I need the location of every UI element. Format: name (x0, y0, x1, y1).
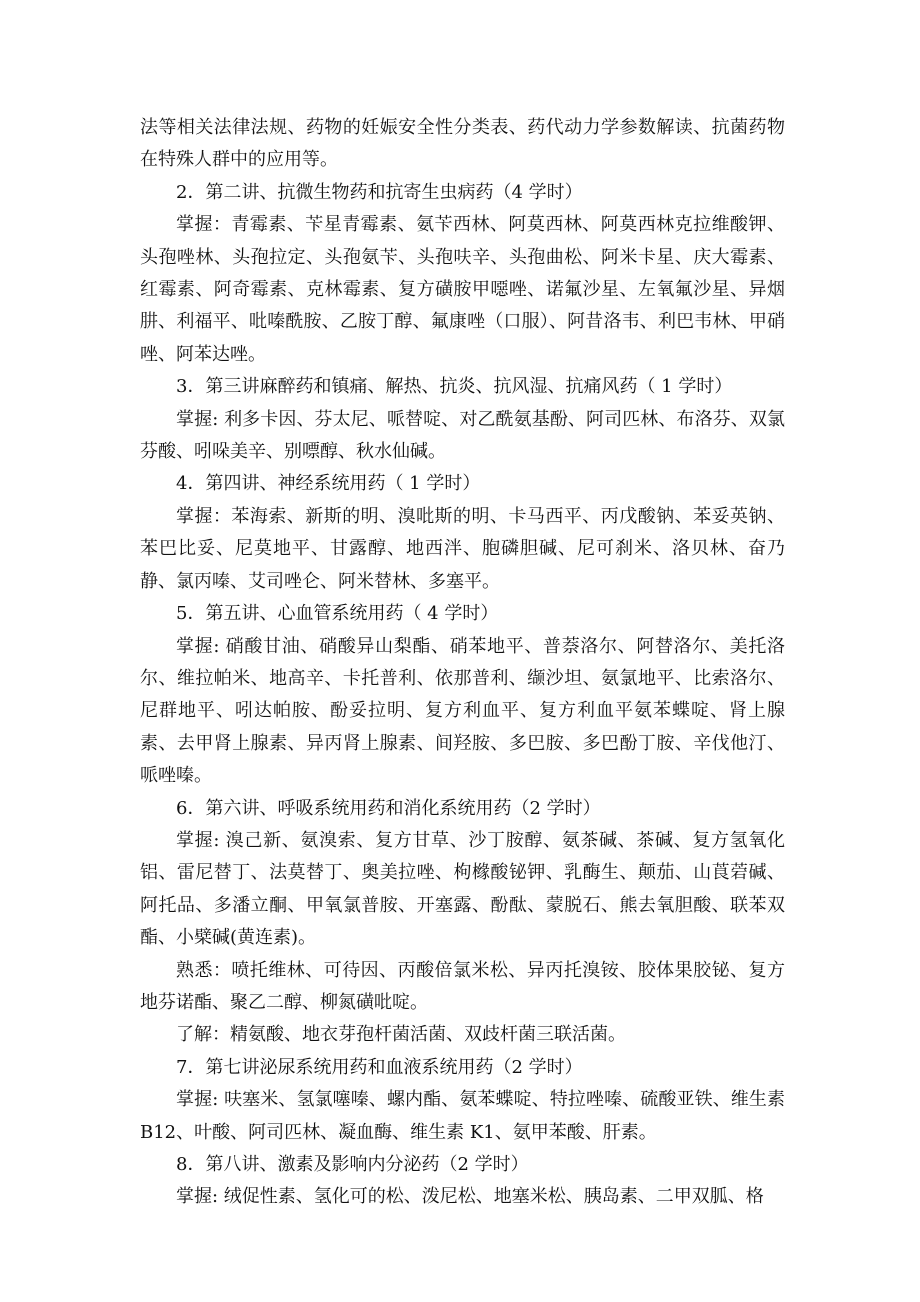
document-page (140, 112, 785, 1214)
section-heading-lecture-6: 6．第六讲、呼吸系统用药和消化系统用药（2 学时） (176, 797, 601, 819)
paragraph-lecture-3-master: 掌握: 利多卡因、芬太尼、哌替啶、对乙酰氨基酚、阿司匹林、布洛芬、双氯芬酸、吲哚美辛、别嘌醇、秋水仙碱。 (140, 408, 785, 463)
paragraph-lecture-5-master: 掌握: 硝酸甘油、硝酸异山梨酯、硝苯地平、普萘洛尔、阿替洛尔、美托洛尔、维拉帕米、地高辛、卡托普利、依那普利、缬沙坦、氨氯地平、比索洛尔、尼群地平、吲达帕胺、酚妥拉明、复方利血平、复方利血平氨苯蝶啶、肾上腺素、去甲肾上腺素、异丙肾上腺素、间羟胺、多巴胺、多巴酚丁胺、辛伐他汀、哌唑嗪。 (140, 635, 785, 787)
paragraph-lecture-2-master: 掌握：青霉素、苄星青霉素、氨苄西林、阿莫西林、阿莫西林克拉维酸钾、头孢唑林、头孢拉定、头孢氨苄、头孢呋辛、头孢曲松、阿米卡星、庆大霉素、红霉素、阿奇霉素、克林霉素、复方磺胺甲噁唑、诺氟沙星、左氧氟沙星、异烟肼、利福平、吡嗪酰胺、乙胺丁醇、氟康唑（口服）、阿昔洛韦、利巴韦林、甲硝唑、阿苯达唑。 (140, 214, 785, 365)
section-heading-lecture-2: 2．第二讲、抗微生物药和抗寄生虫病药（4 学时） (176, 181, 583, 203)
paragraph-lecture-4-master: 掌握：苯海索、新斯的明、溴吡斯的明、卡马西平、丙戊酸钠、苯妥英钠、苯巴比妥、尼莫地平、甘露醇、地西泮、胞磷胆碱、尼可刹米、洛贝林、奋乃静、氯丙嗪、艾司唑仑、阿米替林、多塞平。 (140, 505, 785, 592)
section-heading-lecture-3: 3．第三讲麻醉药和镇痛、解热、抗炎、抗风湿、抗痛风药（ 1 学时） (176, 376, 733, 398)
paragraph-lecture-6-understand: 了解：精氨酸、地衣芽孢杆菌活菌、双歧杆菌三联活菌。 (176, 1024, 626, 1046)
paragraph-intro-continuation: 法等相关法律法规、药物的妊娠安全性分类表、药代动力学参数解读、抗菌药物在特殊人群中的应用等。 (140, 117, 785, 171)
paragraph-lecture-7-master: 掌握: 呋塞米、氢氯噻嗪、螺内酯、氨苯蝶啶、特拉唑嗪、硫酸亚铁、维生素 B12、叶酸、阿司匹林、凝血酶、维生素 K1、氨甲苯酸、肝素。 (140, 1089, 785, 1143)
paragraph-lecture-6-familiar: 熟悉：喷托维林、可待因、丙酸倍氯米松、异丙托溴铵、胶体果胶铋、复方地芬诺酯、聚乙二醇、柳氮磺吡啶。 (140, 959, 785, 1013)
paragraph-lecture-6-master: 掌握: 溴己新、氨溴索、复方甘草、沙丁胺醇、氨茶碱、茶碱、复方氢氧化铝、雷尼替丁、法莫替丁、奥美拉唑、枸橼酸铋钾、乳酶生、颠茄、山莨菪碱、阿托品、多潘立酮、甲氧氯普胺、开塞露、酚酞、蒙脱石、熊去氧胆酸、联苯双酯、小檗碱(黄连素)。 (140, 829, 785, 949)
section-heading-lecture-8: 8．第八讲、激素及影响内分泌药（2 学时） (176, 1154, 529, 1175)
section-heading-lecture-5: 5．第五讲、心血管系统用药（ 4 学时） (176, 603, 499, 625)
section-heading-lecture-7: 7．第七讲泌尿系统用药和血液系统用药（2 学时） (176, 1056, 583, 1078)
paragraph-lecture-8-master: 掌握: 绒促性素、氢化可的松、泼尼松、地塞米松、胰岛素、二甲双胍、格 (176, 1186, 764, 1208)
section-heading-lecture-4: 4．第四讲、神经系统用药（ 1 学时） (176, 473, 481, 495)
